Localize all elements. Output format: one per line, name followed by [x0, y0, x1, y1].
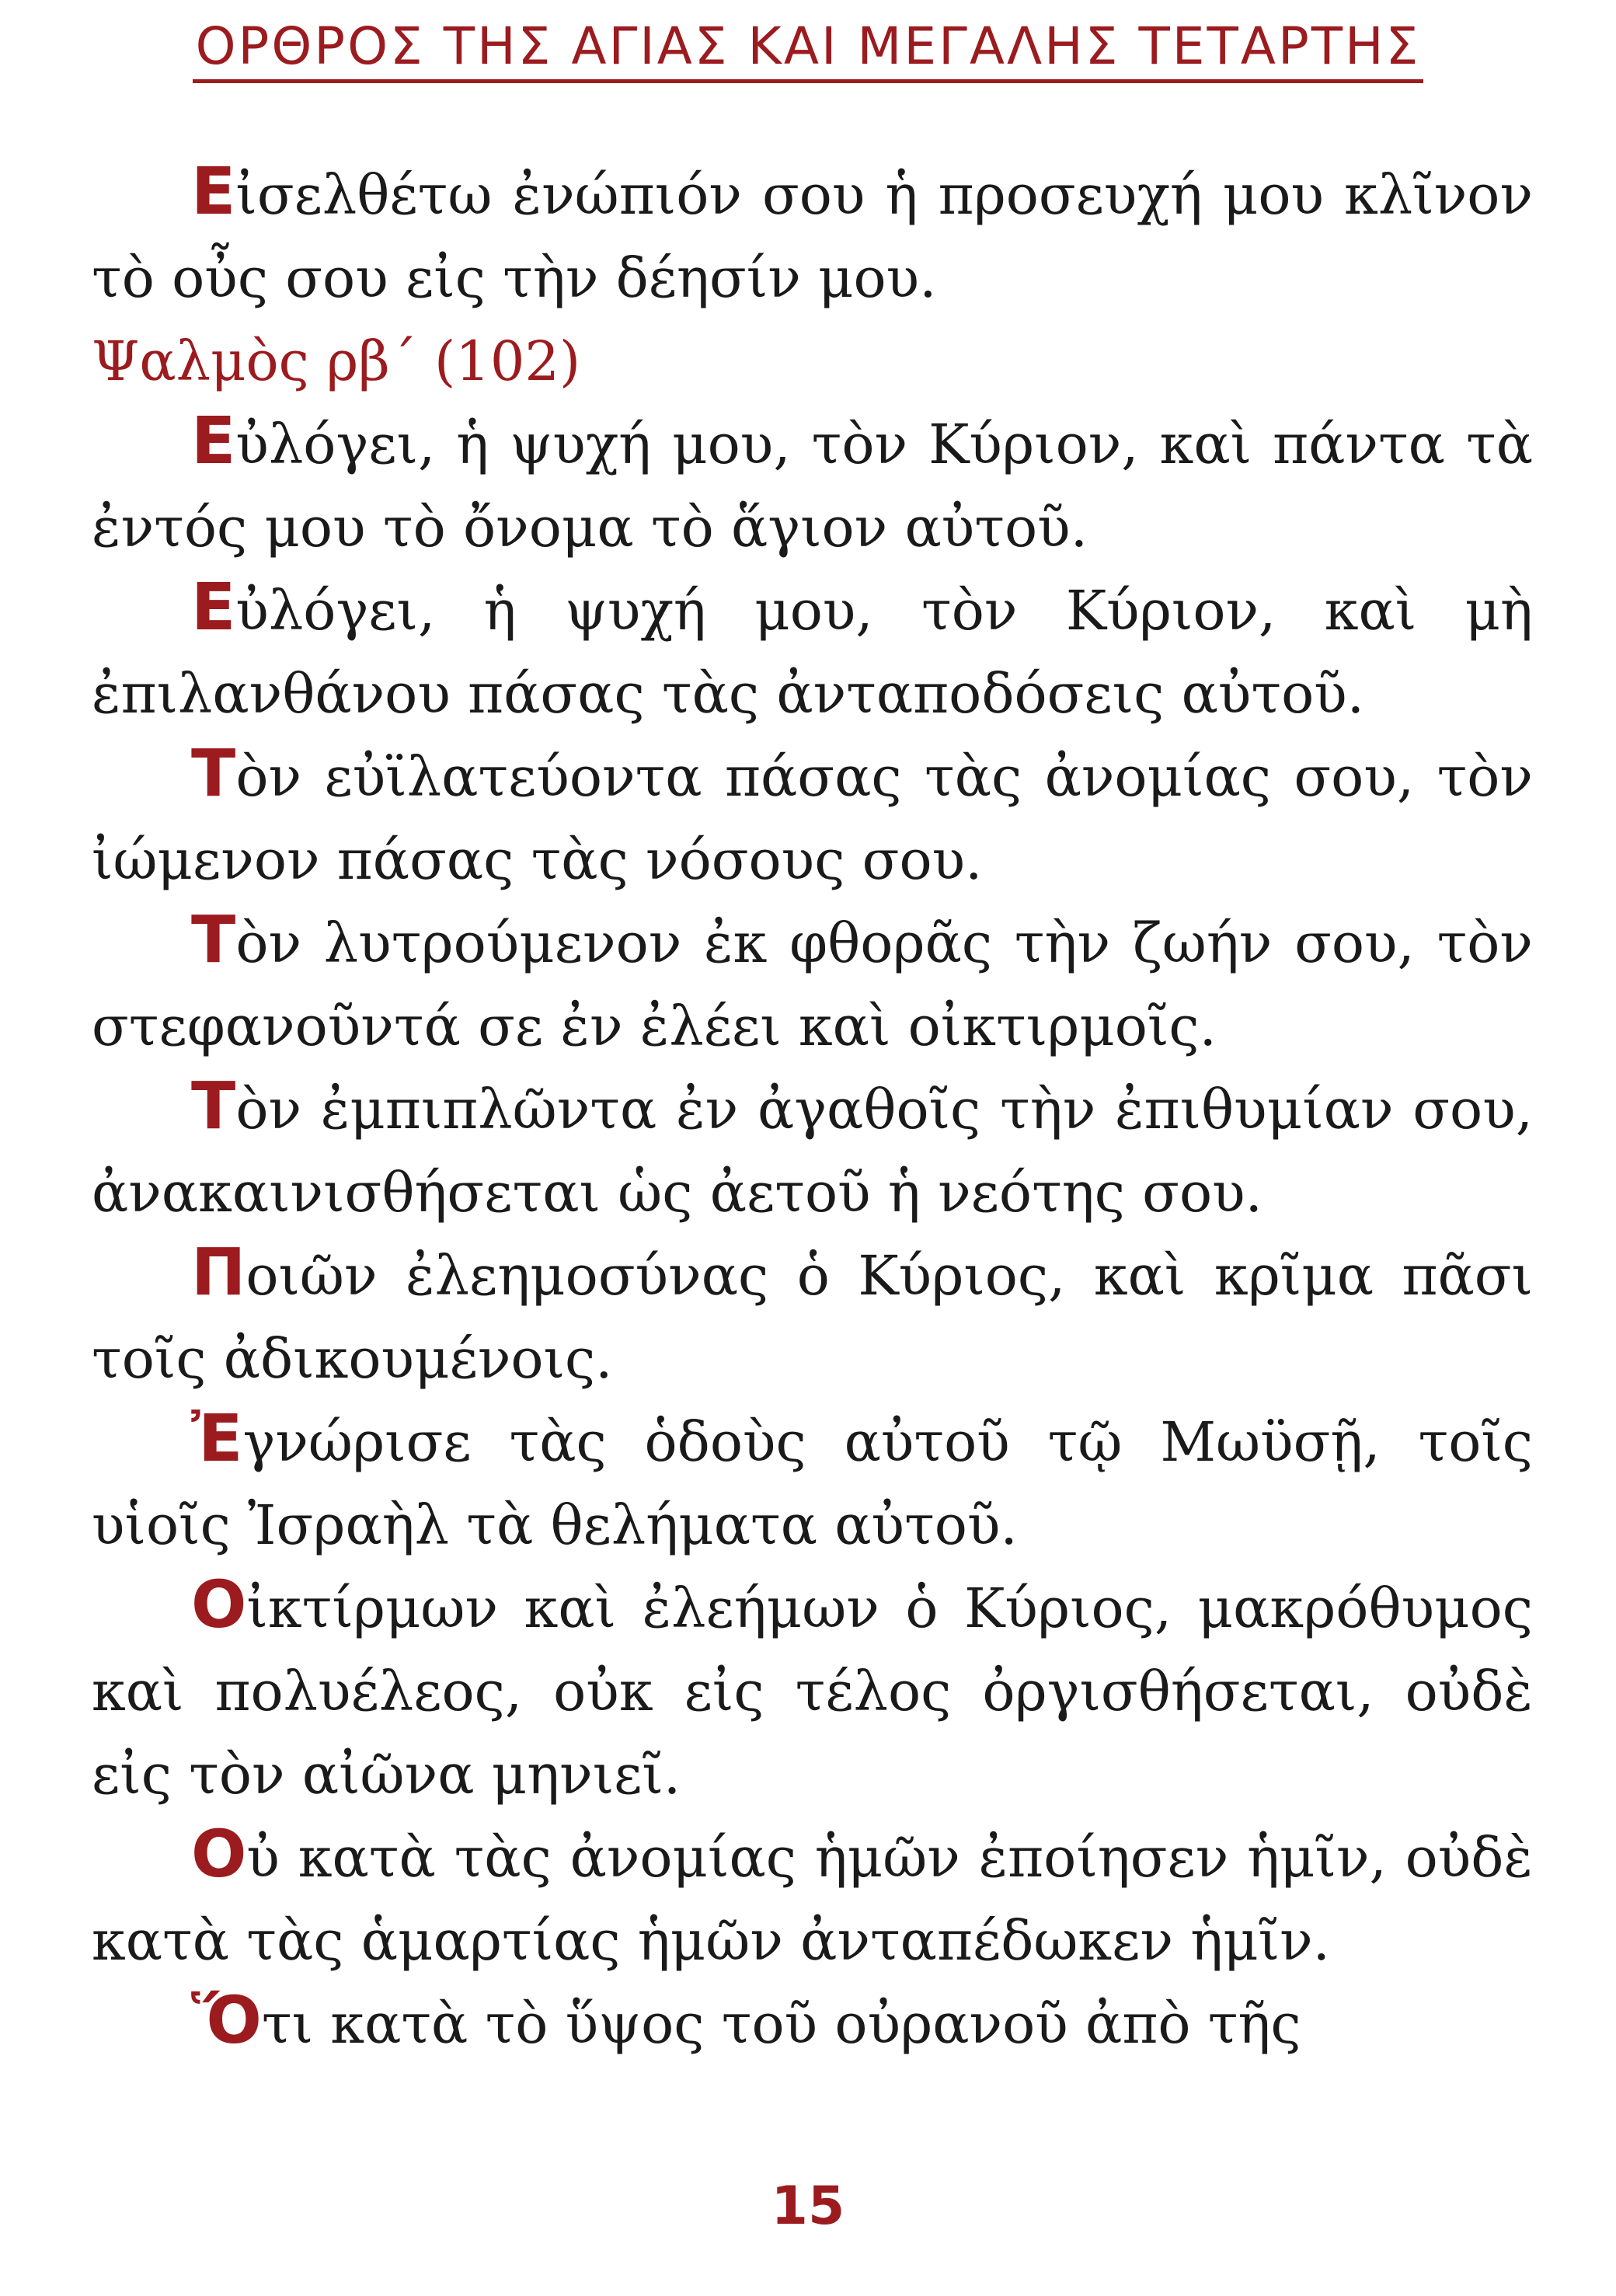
page-number: 15 [771, 2176, 845, 2237]
drop-cap: Ὅ [191, 1982, 262, 2058]
paragraph-text: ὐλόγει, ἡ ψυχή μου, τὸν Κύριον, καὶ μὴ ἐπιλανθάνου πάσας τὰς ἀνταποδόσεις αὐτοῦ. [92, 579, 1533, 726]
paragraph-text: οιῶν ἐλεημοσύνας ὁ Κύριος, καὶ κρῖμα πᾶσι τοῖς ἀδικουμένοις. [92, 1244, 1533, 1391]
drop-cap: Ε [191, 153, 236, 229]
drop-cap: Ο [191, 1566, 247, 1643]
drop-cap: Τ [191, 901, 236, 977]
psalm-text [92, 154, 1533, 2066]
paragraph [92, 736, 1533, 902]
paragraph [92, 570, 1533, 736]
paragraph [92, 1401, 1533, 1567]
header-title: ΟΡΘΡΟΣ ΤΗΣ ΑΓΙΑΣ ΚΑΙ ΜΕΓΑΛΗΣ ΤΕΤΑΡΤΗΣ [193, 14, 1424, 83]
paragraph-text: ἰκτίρμων καὶ ἐλεήμων ὁ Κύριος, μακρόθυμος καὶ πολυέλεος, οὐκ εἰς τέλος ὀργισθήσεται, οὐδὲ εἰς τὸν αἰῶνα μηνιεῖ. [92, 1577, 1533, 1806]
paragraph-text: ὸν εὐϊλατεύοντα πάσας τὰς ἀνομίας σου, τὸν ἰώμενον πάσας τὰς νόσους σου. [92, 745, 1533, 892]
page-header [0, 14, 1616, 83]
paragraph-text: ὐλόγει, ἡ ψυχή μου, τὸν Κύριον, καὶ πάντα τὰ ἐντός μου τὸ ὄνομα τὸ ἅγιον αὐτοῦ. [92, 413, 1533, 559]
drop-cap: Ἐ [191, 1400, 243, 1476]
paragraph-text: ὸν λυτρούμενον ἐκ φθορᾶς τὴν ζωήν σου, τὸν στεφανοῦντά σε ἐν ἐλέει καὶ οἰκτιρμοῖς. [92, 911, 1533, 1058]
paragraph [92, 902, 1533, 1068]
paragraph-text: ὐ κατὰ τὰς ἀνομίας ἡμῶν ἐποίησεν ἡμῖν, οὐδὲ κατὰ τὰς ἁμαρτίας ἡμῶν ἀνταπέδωκεν ἡμῖν. [92, 1826, 1533, 1973]
drop-cap: Τ [191, 735, 236, 811]
paragraph [92, 1817, 1533, 1983]
drop-cap: Π [191, 1234, 246, 1310]
paragraph [92, 1567, 1533, 1817]
paragraph-text: ἰσελθέτω ἐνώπιόν σου ἡ προσευχή μου κλῖνον τὸ οὖς σου εἰς τὴν δέησίν μου. [92, 163, 1533, 310]
paragraph-text: ὸν ἐμπιπλῶντα ἐν ἀγαθοῖς τὴν ἐπιθυμίαν σου, ἀνακαινισθήσεται ὡς ἀετοῦ ἡ νεότης σου. [92, 1078, 1533, 1225]
drop-cap: Τ [191, 1068, 236, 1144]
paragraph [92, 1235, 1533, 1401]
drop-cap: Ο [191, 1816, 247, 1892]
drop-cap: Ε [191, 402, 236, 479]
paragraph-text: γνώρισε τὰς ὁδοὺς αὐτοῦ τῷ Μωϋσῇ, τοῖς υἱοῖς Ἰσραὴλ τὰ θελήματα αὐτοῦ. [92, 1410, 1533, 1557]
paragraph-text: τι κατὰ τὸ ὕψος τοῦ οὐρανοῦ ἀπὸ τῆς [261, 1992, 1301, 2056]
paragraph [92, 1068, 1533, 1235]
drop-cap: Ε [191, 569, 236, 645]
paragraph [92, 403, 1533, 570]
paragraph [92, 1983, 1533, 2066]
paragraph [92, 154, 1533, 320]
psalm-heading: Ψαλμὸς ρβ΄ (102) [92, 329, 581, 393]
